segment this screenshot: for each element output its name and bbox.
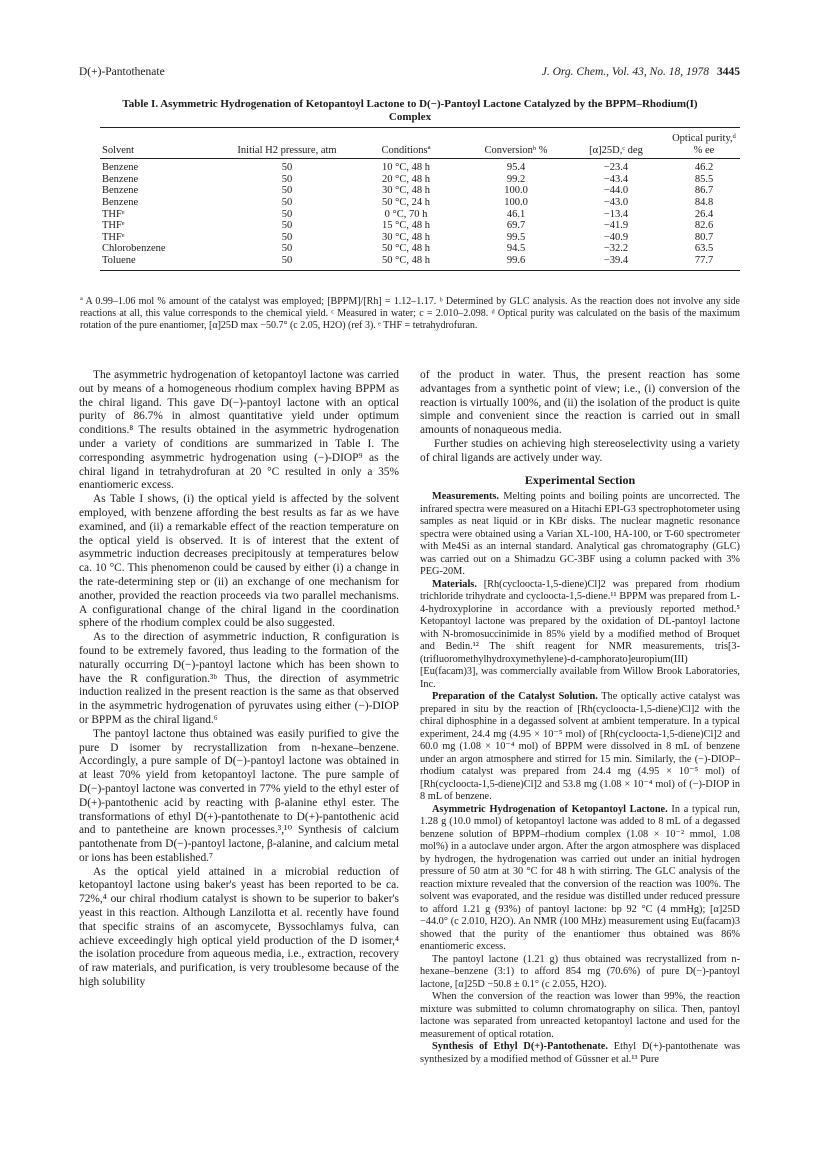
cell-solvent: THFᵉ xyxy=(102,220,125,232)
cell-rotation: −43.0 xyxy=(603,196,629,208)
cell-purity: 77.7 xyxy=(668,255,740,270)
body-paragraph: The asymmetric hydrogenation of ketopantoyl lactone was carried out by means of a homogeneous rhodium complex having BPPM as the chiral ligand. This gave D(−)-pantoyl lactone with an optical purity of 86.7% in almost quantitative yield under optimum conditions.⁸ The results obtained in the asymmetric hydrogenation under a variety of conditions are summarized in Table I. The corresponding asymmetric hydrogenation using (−)-DIOP⁹ as the chiral ligand in tetrahydrofuran at 20 °C resulted in only a 35% enantiomeric excess. xyxy=(79,369,399,492)
running-header xyxy=(79,66,740,82)
table-header-row xyxy=(100,128,740,157)
cell-pressure: 50 xyxy=(281,208,293,220)
table-row xyxy=(100,185,740,197)
cell-rotation: −23.4 xyxy=(603,162,629,174)
cell-solvent: Benzene xyxy=(102,196,139,208)
experimental-paragraph xyxy=(420,954,740,992)
cell-rotation: −44.0 xyxy=(603,185,629,197)
header-journal xyxy=(542,66,740,78)
cell-conditions: 20 °C, 48 h xyxy=(382,173,430,185)
cell-conversion: 100.0 xyxy=(504,185,528,197)
cell-conversion: 69.7 xyxy=(506,220,526,232)
cell-conversion: 99.5 xyxy=(506,231,526,243)
cell-pressure: 50 xyxy=(281,196,293,208)
journal-citation: J. Org. Chem., Vol. 43, No. 18, 1978 xyxy=(541,66,709,78)
paragraph-text: The pantoyl lactone (1.21 g) thus obtained was recrystallized from n-hexane–benzene (3:1) to afford 854 mg (70.6%) of pure D(−)-pantoyl lactone, [α]25D −50.8 ± 0.1° (c 2.055, H2O). xyxy=(420,953,740,990)
header-conversion: Conversionᵇ % xyxy=(468,128,564,157)
cell-pressure: 50 xyxy=(281,173,293,185)
table-row xyxy=(100,255,740,270)
left-column xyxy=(79,369,399,990)
cell-conversion: 100.0 xyxy=(504,196,528,208)
experimental-text xyxy=(420,491,740,1066)
cell-conditions: 0 °C, 70 h xyxy=(384,208,428,220)
cell-purity: 85.5 xyxy=(694,173,714,185)
cell-purity: 82.6 xyxy=(694,220,714,232)
body-paragraph: The pantoyl lactone thus obtained was easily purified to give the pure D isomer by recrystallization from n-hexane–benzene. Accordingly, a pure sample of D(−)-pantoyl lactone was obtained in at least 70% yield from ketopantoyl lactone. The pure sample of D(−)-pantoyl lactone was converted in 77% yield to the ethyl ester of D(+)-pantothenic acid by reacting with β-alanine ethyl ester. The transformations of ethyl D(+)-pantothenate to D(+)-pantothenic acid and to pantetheine are known processes.³,¹⁰ Synthesis of calcium pantothenate from D(−)-pantoyl lactone, β-alanine, and calcium metal or ions has been established.⁷ xyxy=(79,727,399,864)
header-rotation: [α]25D,ᶜ deg xyxy=(564,128,668,157)
table-row xyxy=(100,220,740,232)
cell-conditions: 50 °C, 24 h xyxy=(382,196,430,208)
table-row xyxy=(100,232,740,244)
right-column xyxy=(420,369,740,1066)
cell-purity: 46.2 xyxy=(694,162,714,174)
run-in-heading: Asymmetric Hydrogenation of Ketopantoyl Lactone. xyxy=(432,803,668,815)
cell-solvent: Benzene xyxy=(102,185,139,197)
body-paragraph: Further studies on achieving high stereoselectivity using a variety of chiral ligands are actively under way. xyxy=(420,437,740,464)
experimental-paragraph xyxy=(420,991,740,1041)
table-row xyxy=(100,243,740,255)
cell-pressure: 50 xyxy=(281,185,293,197)
run-in-heading: Preparation of the Catalyst Solution. xyxy=(432,691,598,703)
header-pressure: Initial H2 pressure, atm xyxy=(230,128,344,157)
table-row xyxy=(100,174,740,186)
cell-purity: 84.8 xyxy=(694,196,714,208)
cell-solvent: Benzene xyxy=(102,162,139,174)
cell-conversion: 99.6 xyxy=(468,255,564,270)
experimental-paragraph xyxy=(420,691,740,804)
run-in-heading: Materials. xyxy=(432,578,477,590)
cell-rotation: −13.4 xyxy=(603,208,629,220)
body-paragraph: of the product in water. Thus, the present reaction has some advantages from a synthetic point of view; i.e., (i) conversion of the reaction is virtually 100%, and (ii) the isolation of the product is quite simple and convenient since the reaction is carried out in small amounts of nonaqueous media. xyxy=(420,369,740,437)
cell-pressure: 50 xyxy=(281,231,293,243)
table-footnote: ª A 0.99–1.06 mol % amount of the catalyst was employed; [BPPM]/[Rh] = 1.12–1.17. ᵇ Determined by GLC analysis. As the reaction does not involve any side reactions at all, this value corresponds to the chemical yield. ᶜ Measured in water; c = 2.010–2.098. ᵈ Optical purity was calculated on the basis of the maximum rotation of the pure enantiomer, [α]25D max −50.7° (c 2.05, H2O) (ref 3). ᵉ THF = tetrahydrofuran. xyxy=(80,296,740,331)
cell-solvent: THFᵉ xyxy=(102,208,125,220)
header-solvent: Solvent xyxy=(100,128,230,157)
body-paragraph: As Table I shows, (i) the optical yield is affected by the solvent employed, with benzene affording the best results as far as we have examined, and (ii) a remarkable effect of the reaction temperature on the optical yield is observed. It is of interest that the extent of asymmetric induction decreases precipitously at temperatures below ca. 10 °C. This phenomenon could be caused by either (i) a change in the rate-determining step or (ii) an exchange of one mechanism for another, provided the reaction proceeds via two parallel mechanisms. A configurational change of the chiral ligand in the coordination sphere of the rhodium complex could be also suggested. xyxy=(79,493,399,630)
table-row xyxy=(100,159,740,174)
cell-conditions: 50 °C, 48 h xyxy=(382,243,430,255)
paragraph-text: When the conversion of the reaction was lower than 99%, the reaction mixture was submitted to column chromatography on silica. Then, pantoyl lactone was separated from unreacted ketopantoyl lactone and used for the measurement of optical rotation. xyxy=(420,991,740,1040)
paragraph-text: Ethyl D(+)-pantothenate was synthesized by a modified method of Güssner et al.¹³ Pure xyxy=(420,1041,741,1065)
cell-conversion: 99.2 xyxy=(506,173,526,185)
cell-rotation: −40.9 xyxy=(603,231,629,243)
cell-rotation: −43.4 xyxy=(603,173,629,185)
cell-conversion: 94.5 xyxy=(506,243,526,255)
cell-solvent: THFᵉ xyxy=(102,231,125,243)
run-in-heading: Measurements. xyxy=(432,491,500,503)
cell-conditions: 15 °C, 48 h xyxy=(382,220,430,232)
run-in-heading: Synthesis of Ethyl D(+)-Pantothenate. xyxy=(432,1041,608,1053)
experimental-paragraph xyxy=(420,804,740,954)
experimental-section-title: Experimental Section xyxy=(524,472,636,487)
cell-conditions: 50 °C, 48 h xyxy=(344,255,468,270)
right-column-text xyxy=(420,369,740,466)
table-body xyxy=(100,159,740,270)
body-paragraph: As to the direction of asymmetric induction, R configuration is found to be extremely favored, thus leading to the formation of the naturally occurring D(−)-pantoyl lactone which has been shown to have the R configuration.³ᵇ Thus, the direction of asymmetric induction realized in the present reaction is the same as that observed in the asymmetric hydrogenation of pyruvates using either (−)-DIOP or BPPM as the chiral ligand.⁶ xyxy=(79,631,399,726)
cell-solvent: Toluene xyxy=(100,255,230,270)
header-conditions: Conditionsª xyxy=(344,128,468,157)
cell-rotation: −41.9 xyxy=(603,220,629,232)
header-left-title: D(+)-Pantothenate xyxy=(79,66,165,78)
cell-solvent: Benzene xyxy=(102,173,139,185)
header-purity: Optical purity,ᵈ % ee xyxy=(668,128,740,157)
cell-purity: 63.5 xyxy=(694,243,714,255)
experimental-paragraph xyxy=(420,1041,740,1066)
cell-pressure: 50 xyxy=(281,243,293,255)
experimental-paragraph xyxy=(420,579,740,692)
paragraph-text: In a typical run, 1.28 g (10.0 mmol) of ketopantoyl lactone was added to 8 mL of a degassed benzene solution of BPPM–rhodium complex (1.08 × 10⁻² mmol, 1.08 mol%) in a autoclave under argon. After the argon atmosphere was displaced by hydrogen, the hydrogenation was carried out under an initial hydrogen pressure of 50 atm at 30 °C for 48 h with stirring. The GLC analysis of the reaction mixture revealed that the conversion of the reaction was 100%. The solvent was evaporated, and the residue was distilled under reduced pressure to afford 1.21 g (93%) of pantoyl lactone: bp 92 °C (4 mmHg); [α]25D −44.0° (c 2.010, H2O). An NMR (100 MHz) measurement using Eu(facam)3 showed that the purity of the enantiomer thus obtained was 86% enantiomeric excess. xyxy=(420,803,740,953)
experimental-paragraph xyxy=(420,491,740,579)
cell-purity: 86.7 xyxy=(694,185,714,197)
cell-pressure: 50 xyxy=(230,255,344,270)
cell-purity: 80.7 xyxy=(694,231,714,243)
cell-rotation: −39.4 xyxy=(564,255,668,270)
body-paragraph: As the optical yield attained in a microbial reduction of ketopantoyl lactone using baker's yeast has been reported to be ca. 72%,⁴ our chiral rhodium catalyst is shown to be superior to baker's yeast in this reaction. Although Lanzilotta et al. recently have found that specific strains of an ascomycete, Byssochlamys fulva, can achieve exceedingly high optical yield production of the D isomer,⁴ the isolation procedure from aqueous media, i.e., extraction, recovery of raw materials, and purification, is very troublesome because of the high solubility xyxy=(79,865,399,989)
cell-pressure: 50 xyxy=(281,220,293,232)
table-row xyxy=(100,197,740,209)
cell-conditions: 30 °C, 48 h xyxy=(382,185,430,197)
cell-conditions: 30 °C, 48 h xyxy=(382,231,430,243)
cell-pressure: 50 xyxy=(281,162,293,174)
paragraph-text: [Rh(cycloocta-1,5-diene)Cl]2 was prepared from rhodium trichloride trihydrate and cycloocta-1,5-diene.¹¹ BPPM was prepared from L-4-hydroxyplorine in accordance with a previously reported method.⁵ Ketopantoyl lactone was prepared by the oxidation of DL-pantoyl lactone with N-bromosuccinimide in 85% yield by a modified method of Broquet and Bedin.¹² The shift reagent for NMR measurements, tris[3-(trifluoromethylhydroxymethylene)-d-camphorato]europium(III) [Eu(facam)3], was commercially available from Willow Brook Laboratories, Inc. xyxy=(420,578,740,690)
table-title: Table I. Asymmetric Hydrogenation of Ketopantoyl Lactone to D(−)-Pantoyl Lactone Catalyzed by the BPPM–Rhodium(I) Complex xyxy=(122,98,698,123)
cell-conversion: 46.1 xyxy=(506,208,526,220)
cell-solvent: Chlorobenzene xyxy=(102,243,166,255)
cell-conditions: 10 °C, 48 h xyxy=(382,162,430,174)
paragraph-text: Melting points and boiling points are uncorrected. The infrared spectra were measured on a Hitachi EPI-G3 spectrophotometer using samples as neat liquid or in KBr disks. The nuclear magnetic resonance spectra were obtained using a Varian XL-100, HA-100, or T-60 spectrometer with Me4Si as an internal standard. Analytical gas chromatography (GLC) was carried out on a Shimadzu GC-3BF using a column packed with 3% PEG-20M. xyxy=(420,491,740,578)
table-row xyxy=(100,209,740,221)
page-number: 3445 xyxy=(717,66,740,78)
cell-rotation: −32.2 xyxy=(603,243,629,255)
paragraph-text: The optically active catalyst was prepared in situ by the reaction of [Rh(cycloocta-1,5-diene)Cl]2 with the chiral diphosphine in a degassed solvent at ambient temperature. In a typical experiment, 24.4 mg (4.95 × 10⁻⁵ mol) of [Rh(cycloocta-1,5-diene)Cl]2 and 60.0 mg (1.08 × 10⁻⁴ mol) of BPPM were dissolved in 8 mL of benzene under an argon atmosphere and stirred for 15 min. Similarly, the (−)-DIOP–rhodium catalyst was prepared from 24.4 mg (4.95 × 10⁻⁵ mol) of [Rh(cycloocta-1,5-diene)Cl]2 and 53.8 mg (1.08 × 10⁻⁴ mol) of (−)-DIOP in 8 mL of benzene. xyxy=(420,691,740,803)
cell-purity: 26.4 xyxy=(694,208,714,220)
results-table xyxy=(100,127,740,271)
cell-conversion: 95.4 xyxy=(506,162,526,174)
